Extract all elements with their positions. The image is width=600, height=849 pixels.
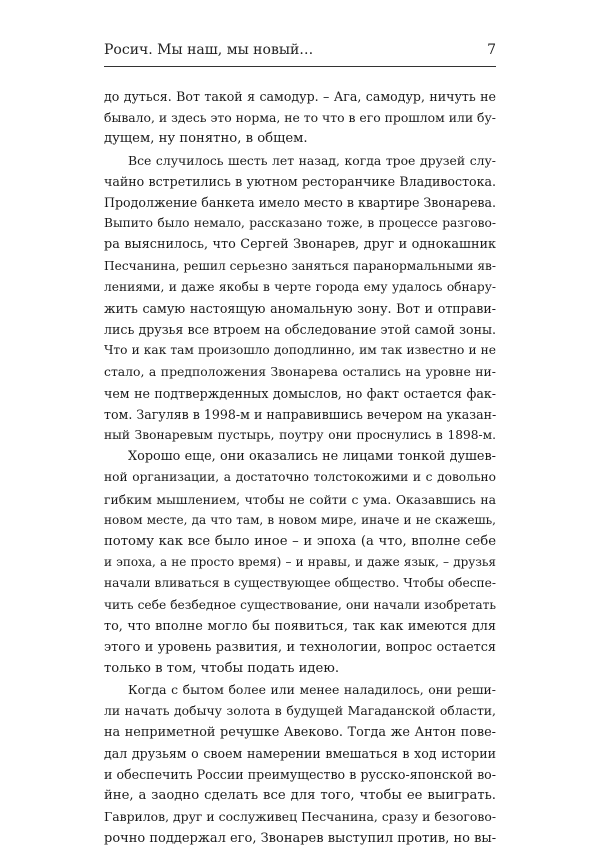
text-line: и обеспечить России преимущество в русско-японской во-	[104, 767, 496, 782]
page-number: 7	[487, 42, 496, 58]
text-line: йне, а заодно сделать все для того, чтобы ее выиграть.	[104, 788, 496, 804]
running-title: Росич. Мы наш, мы новый…	[104, 42, 314, 58]
text-line: Все случилось шесть лет назад, когда трое друзей слу-	[128, 152, 496, 168]
text-line: гибким мышлением, чтобы не сойти с ума. Оказавшись на	[104, 491, 496, 507]
text-line: Гаврилов, друг и сослуживец Песчанина, сразу и безогово-	[104, 809, 496, 825]
text-line: Выпито было немало, рассказано тоже, в процессе разгово-	[104, 216, 496, 231]
text-line: Песчанина, решил серьезно заняться паранормальными яв-	[104, 258, 496, 273]
text-line: потому как все было иное – и эпоха (а что, вполне себе	[104, 533, 496, 549]
text-line: дал друзьям о своем намерении вмешаться в ход истории	[104, 745, 496, 761]
text-line: Продолжение банкета имело место в квартире Звонарева.	[104, 194, 496, 210]
text-line: Когда с бытом более или менее наладилось, они реши-	[128, 682, 496, 698]
text-line: Что и как там произошло доподлинно, им так известно и не	[104, 343, 496, 358]
text-line: чем не подтвержденных домыслов, но факт остается фак-	[104, 385, 496, 401]
text-line: лениями, и даже якобы в черте города ему удалось обнару-	[104, 279, 496, 294]
text-line: чайно встретились в уютном ресторанчике Владивостока.	[104, 173, 496, 189]
text-line: бывало, и здесь это норма, не то что в его прошлом или бу-	[104, 110, 496, 126]
text-line: ли начать добычу золота в будущей Магаданской области,	[104, 703, 496, 719]
text-line: то, что вполне могло бы появиться, так как имеются для	[104, 618, 496, 634]
text-line: только в том, чтобы подать идею.	[104, 661, 340, 677]
text-line: том. Загуляв в 1998-м и направившись вечером на указан-	[104, 406, 497, 422]
text-line: дущем, ну понятно, в общем.	[104, 131, 308, 147]
text-line: ный Звонаревым пустырь, поутру они проснулись в 1898-м.	[104, 428, 496, 442]
text-line: и эпоха, а не просто время) – и нравы, и даже язык, – друзья	[104, 555, 496, 570]
text-line: рочно поддержал его, Звонарев выступил против, но вы-	[104, 830, 497, 846]
text-line: новом месте, да что там, в новом мире, иначе и не скажешь,	[104, 512, 496, 527]
text-line: лись друзья все втроем на обследование этой самой зоны.	[104, 322, 496, 338]
body-text	[104, 86, 496, 849]
text-line: этого и уровень развития, и технологии, вопрос остается	[104, 639, 496, 655]
text-line: до дуться. Вот такой я самодур. – Ага, самодур, ничуть не	[104, 89, 496, 104]
running-header	[104, 42, 496, 62]
text-line: ра выяснилось, что Сергей Звонарев, друг и однокашник	[104, 237, 496, 253]
text-line: ной организации, а достаточно толстокожими и с довольно	[104, 470, 496, 485]
text-line: чить себе безбедное существование, они начали изобретать	[104, 597, 496, 612]
text-line: на неприметной речушке Авеково. Тогда же Антон пове-	[104, 724, 496, 740]
text-line: жить самую настоящую аномальную зону. Вот и отправи-	[104, 300, 496, 316]
text-line: начали вливаться в существующее общество. Чтобы обеспе-	[104, 576, 496, 591]
text-line: стало, а предположения Звонарева остались на уровне ни-	[104, 364, 496, 380]
header-rule	[104, 66, 496, 67]
text-line: Хорошо еще, они оказались не лицами тонкой душев-	[128, 449, 496, 465]
